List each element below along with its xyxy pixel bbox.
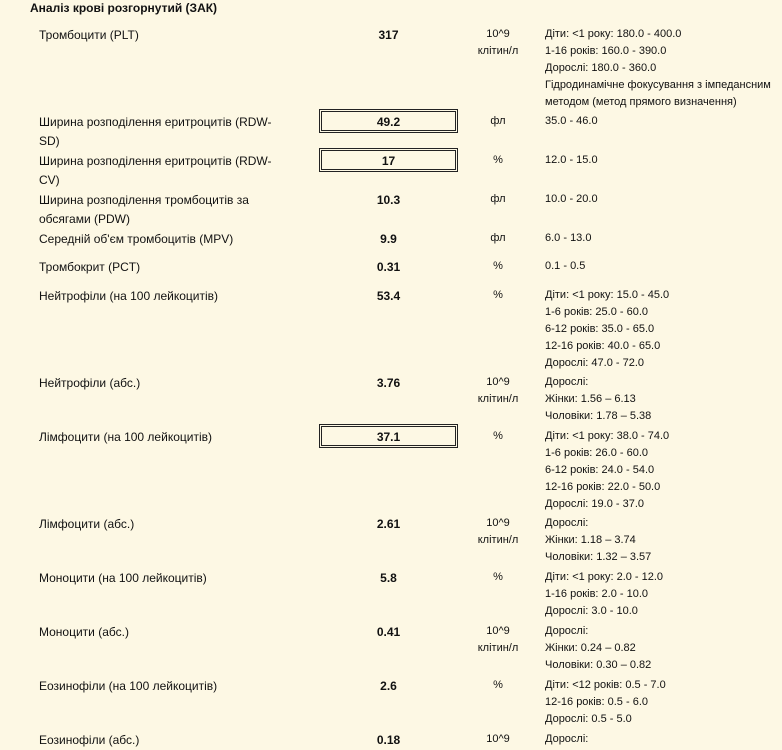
result-value: 53.4 xyxy=(376,289,401,303)
reference-range xyxy=(545,428,781,513)
test-name: Тромбокрит (PCT) xyxy=(39,260,141,274)
unit-line: 10^9 xyxy=(486,625,510,637)
reference-line: Дорослі: xyxy=(545,517,589,529)
unit-line: клітин/л xyxy=(477,642,519,654)
flagged-result-value: 17 xyxy=(319,148,458,172)
reference-line: Діти: <1 року: 2.0 - 12.0 xyxy=(545,571,664,583)
reference-line: Дорослі: 3.0 - 10.0 xyxy=(545,605,638,617)
test-name: Еозинофіли (на 100 лейкоцитів) xyxy=(39,679,218,693)
reference-range xyxy=(545,677,781,728)
test-name: Ширина розподілення еритроцитів (RDW-CV) xyxy=(39,154,272,187)
reference-range xyxy=(545,374,781,425)
unit-line: 10^9 xyxy=(486,733,510,745)
result-value: 5.8 xyxy=(380,571,397,585)
reference-line: 12-16 років: 22.0 - 50.0 xyxy=(545,481,661,493)
unit-line: 10^9 xyxy=(486,376,510,388)
result-value: 0.41 xyxy=(376,625,401,639)
reference-line: 1-6 років: 26.0 - 60.0 xyxy=(545,447,648,459)
result-value: 3.76 xyxy=(376,376,401,390)
reference-range xyxy=(545,287,781,372)
reference-line: Дорослі: 180.0 - 360.0 xyxy=(545,62,657,74)
result-value: 317 xyxy=(378,28,399,42)
result-unit xyxy=(458,569,538,586)
reference-line: Діти: <12 років: 0.5 - 7.0 xyxy=(545,679,666,691)
result-unit xyxy=(458,26,538,60)
result-unit xyxy=(458,374,538,408)
test-name: Еозинофіли (абс.) xyxy=(39,733,140,747)
result-value: 0.18 xyxy=(376,733,401,747)
reference-line: 1-16 років: 2.0 - 10.0 xyxy=(545,588,648,600)
reference-line: Чоловіки: 1.32 – 3.57 xyxy=(545,551,652,563)
unit-line: фл xyxy=(490,115,506,127)
reference-line: 12-16 років: 0.5 - 6.0 xyxy=(545,696,648,708)
unit-line: % xyxy=(493,571,503,583)
reference-line: Дорослі: 47.0 - 72.0 xyxy=(545,357,644,369)
result-unit xyxy=(458,230,538,247)
reference-line: Дорослі: xyxy=(545,625,589,637)
result-value: 10.3 xyxy=(376,193,401,207)
test-name: Лімфоцити (абс.) xyxy=(39,517,135,531)
reference-line: Дорослі: xyxy=(545,376,589,388)
reference-line: 1-6 років: 25.0 - 60.0 xyxy=(545,306,648,318)
unit-line: клітин/л xyxy=(477,45,519,57)
reference-range xyxy=(545,623,781,674)
unit-line: % xyxy=(493,289,503,301)
reference-line: 6-12 років: 35.0 - 65.0 xyxy=(545,323,655,335)
unit-line: фл xyxy=(490,193,506,205)
unit-line: % xyxy=(493,260,503,272)
reference-line: Жінки: 1.18 – 3.74 xyxy=(545,534,636,546)
unit-line: клітин/л xyxy=(477,534,519,546)
result-value: 9.9 xyxy=(380,232,397,246)
reference-line: Чоловіки: 0.30 – 0.82 xyxy=(545,659,652,671)
reference-line: 12-16 років: 40.0 - 65.0 xyxy=(545,340,661,352)
result-unit xyxy=(458,623,538,657)
test-name: Тромбоцити (PLT) xyxy=(39,28,139,42)
reference-line: 1-16 років: 160.0 - 390.0 xyxy=(545,45,667,57)
reference-line: Гідродинамічне фокусування з імпедансним методом (метод прямого визначення) xyxy=(545,79,771,108)
result-unit xyxy=(458,113,538,130)
flagged-result-value: 37.1 xyxy=(319,424,458,448)
unit-line: 10^9 xyxy=(486,517,510,529)
reference-range xyxy=(545,113,781,130)
flagged-result-value: 49.2 xyxy=(319,109,458,133)
result-unit xyxy=(458,191,538,208)
reference-range xyxy=(545,230,781,247)
reference-range xyxy=(545,152,781,169)
report-title: Аналіз крові розгорнутий (ЗАК) xyxy=(30,1,218,15)
reference-range xyxy=(545,569,781,620)
result-value: 0.31 xyxy=(376,260,401,274)
unit-line: клітин/л xyxy=(477,393,519,405)
reference-line: Дорослі: xyxy=(545,733,589,745)
reference-line: 35.0 - 46.0 xyxy=(545,115,598,127)
test-name: Моноцити (абс.) xyxy=(39,625,129,639)
reference-line: Діти: <1 року: 38.0 - 74.0 xyxy=(545,430,670,442)
result-unit xyxy=(458,287,538,304)
result-unit xyxy=(458,515,538,549)
reference-line: 12.0 - 15.0 xyxy=(545,154,598,166)
reference-range xyxy=(545,26,781,111)
result-unit xyxy=(458,258,538,275)
reference-line: 6-12 років: 24.0 - 54.0 xyxy=(545,464,655,476)
reference-range xyxy=(545,258,781,275)
result-value: 2.61 xyxy=(376,517,401,531)
unit-line: фл xyxy=(490,232,506,244)
reference-line: Жінки: 1.56 – 6.13 xyxy=(545,393,636,405)
reference-line: Жінки: 0.24 – 0.82 xyxy=(545,642,636,654)
unit-line: % xyxy=(493,679,503,691)
test-name: Ширина розподілення тромбоцитів за обсягами (PDW) xyxy=(39,193,249,226)
result-unit xyxy=(458,677,538,694)
result-unit xyxy=(458,152,538,169)
test-name: Моноцити (на 100 лейкоцитів) xyxy=(39,571,207,585)
unit-line: % xyxy=(493,430,503,442)
reference-range xyxy=(545,191,781,208)
reference-line: 10.0 - 20.0 xyxy=(545,193,598,205)
result-value: 2.6 xyxy=(380,679,397,693)
reference-line: 0.1 - 0.5 xyxy=(545,260,586,272)
reference-line: Дорослі: 19.0 - 37.0 xyxy=(545,498,644,510)
test-name: Ширина розподілення еритроцитів (RDW-SD) xyxy=(39,115,272,148)
test-name: Лімфоцити (на 100 лейкоцитів) xyxy=(39,430,212,444)
reference-range xyxy=(545,731,781,748)
reference-line: 6.0 - 13.0 xyxy=(545,232,592,244)
test-name: Нейтрофіли (абс.) xyxy=(39,376,141,390)
unit-line: 10^9 xyxy=(486,28,510,40)
test-name: Нейтрофіли (на 100 лейкоцитів) xyxy=(39,289,218,303)
reference-range xyxy=(545,515,781,566)
reference-line: Діти: <1 року: 180.0 - 400.0 xyxy=(545,28,682,40)
unit-line: % xyxy=(493,154,503,166)
reference-line: Діти: <1 року: 15.0 - 45.0 xyxy=(545,289,670,301)
result-unit xyxy=(458,428,538,445)
test-name: Середній об'єм тромбоцитів (MPV) xyxy=(39,232,234,246)
reference-line: Чоловіки: 1.78 – 5.38 xyxy=(545,410,652,422)
reference-line: Дорослі: 0.5 - 5.0 xyxy=(545,713,632,725)
result-unit xyxy=(458,731,538,748)
